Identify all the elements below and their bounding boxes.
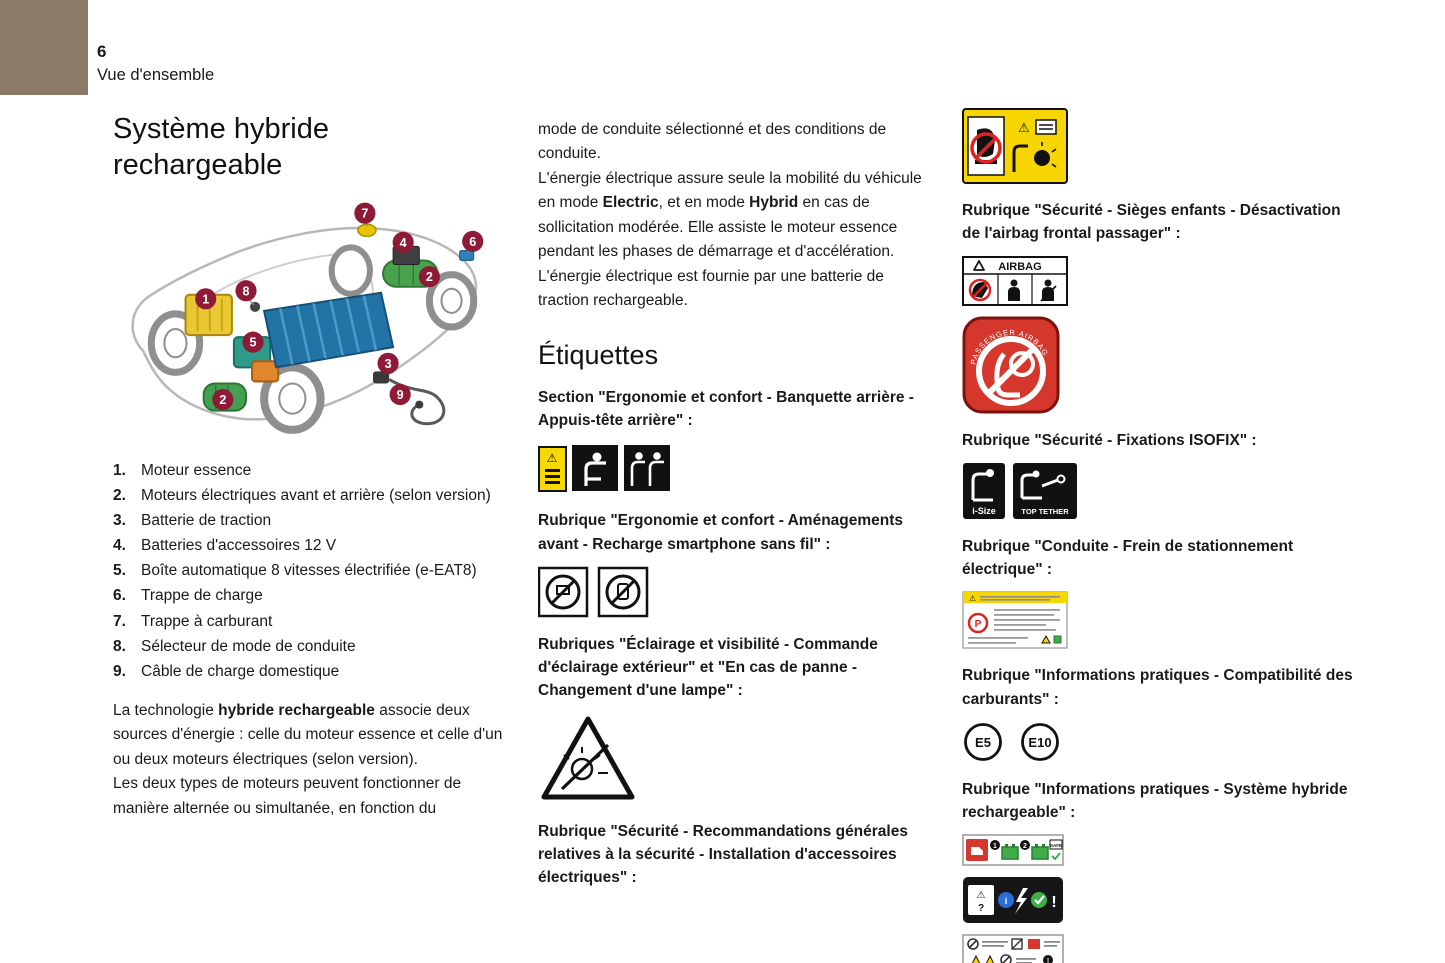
list-item bbox=[113, 609, 515, 634]
auxiliary-block bbox=[252, 361, 278, 381]
item-number: 3. bbox=[113, 512, 126, 530]
svg-text:1: 1 bbox=[202, 292, 210, 307]
fuel-compatibility-icons-row bbox=[962, 721, 1354, 763]
svg-text:1: 1 bbox=[993, 843, 997, 851]
hybrid-label-strip-2-row bbox=[962, 876, 1354, 924]
hybrid-car-cutaway-illustration bbox=[113, 198, 511, 450]
list-item bbox=[113, 634, 515, 659]
svg-text:6: 6 bbox=[469, 234, 477, 249]
text-run: , et en mode bbox=[658, 194, 750, 212]
list-item bbox=[113, 583, 515, 608]
svg-text:7: 7 bbox=[361, 206, 369, 221]
drive-mode-selector bbox=[250, 302, 260, 312]
svg-text:⚠: ⚠ bbox=[1018, 120, 1030, 135]
text-run: La technologie bbox=[113, 701, 219, 719]
rubrique-heading: Rubrique "Ergonomie et confort - Aménagements avant - Recharge smartphone sans fil" : bbox=[538, 512, 904, 553]
passenger-airbag-label-row bbox=[962, 316, 1354, 414]
badge-1 bbox=[195, 288, 216, 309]
svg-text:2: 2 bbox=[425, 270, 433, 285]
svg-text:3: 3 bbox=[384, 356, 392, 371]
paragraph: L'énergie électrique est fournie par une batterie de traction rechargeable. bbox=[538, 267, 884, 310]
text-run: en cas de sollicitation modérée. Elle assiste le moteur essence pendant les phases de démarrage et d'accélération. bbox=[538, 194, 898, 261]
hybrid-battery-safe-label bbox=[962, 834, 1064, 866]
text-run: associe deux sources d'énergie : celle du moteur essence et celle d'un ou deux moteurs électriques (selon version). bbox=[113, 701, 503, 768]
column-middle bbox=[538, 118, 934, 896]
airbag-label-row bbox=[962, 256, 1354, 306]
svg-text:5: 5 bbox=[249, 335, 257, 350]
rubrique-heading: Section "Ergonomie et confort - Banquette arrière - Appuis-tête arrière" : bbox=[538, 388, 914, 430]
page-number: 6 bbox=[97, 42, 107, 61]
list-item bbox=[113, 659, 515, 684]
svg-text:!: ! bbox=[1046, 958, 1050, 963]
svg-text:2: 2 bbox=[219, 393, 227, 408]
list-item bbox=[113, 483, 515, 508]
badge-2-front bbox=[212, 389, 233, 410]
badge-6 bbox=[462, 231, 483, 252]
passenger-airbag-off-label bbox=[962, 316, 1060, 414]
svg-text:⚠: ⚠ bbox=[969, 594, 977, 604]
lamp-warning-icon-row bbox=[538, 713, 934, 805]
text-run: L'énergie électrique assure seule la mobilité du véhicule en mode bbox=[538, 169, 922, 212]
rubrique-heading: Rubrique "Sécurité - Sièges enfants - Désactivation de l'airbag frontal passager" : bbox=[962, 202, 1341, 243]
svg-text:E10: E10 bbox=[1028, 734, 1052, 750]
paragraph bbox=[538, 167, 934, 265]
hybrid-label-strip-3-row bbox=[962, 934, 1354, 963]
isize-top-tether-icons bbox=[962, 462, 1078, 520]
section-heading-etiquettes: Étiquettes bbox=[538, 339, 659, 370]
item-number: 4. bbox=[113, 537, 126, 555]
column-left bbox=[113, 112, 515, 821]
column-right bbox=[962, 106, 1354, 963]
svg-text:2: 2 bbox=[1023, 843, 1027, 851]
no-lamp-triangle-icon bbox=[538, 713, 638, 805]
list-item bbox=[113, 508, 515, 533]
list-item bbox=[113, 533, 515, 558]
svg-text:i-Size: i-Size bbox=[972, 505, 996, 516]
svg-text:?: ? bbox=[977, 903, 985, 915]
list-item bbox=[113, 458, 515, 483]
svg-text:8: 8 bbox=[242, 284, 250, 299]
rubrique-heading: Rubrique "Sécurité - Recommandations générales relatives à la sécurité - Installation d'accessoires électriques" : bbox=[538, 822, 908, 887]
wireless-charge-label-icons bbox=[538, 566, 934, 618]
paragraph: Les deux types de moteurs peuvent fonctionner de manière alternée ou simultanée, en fonction du bbox=[113, 775, 462, 817]
badge-8 bbox=[235, 280, 256, 301]
bold-run: Electric bbox=[602, 194, 659, 212]
item-number: 7. bbox=[113, 612, 126, 630]
svg-text:!: ! bbox=[1051, 894, 1057, 912]
svg-text:P: P bbox=[974, 619, 982, 631]
rubrique-heading: Rubrique "Sécurité - Fixations ISOFIX" : bbox=[962, 431, 1257, 449]
item-text: Trappe à carburant bbox=[141, 612, 273, 630]
item-number: 6. bbox=[113, 587, 126, 605]
rubrique-heading: Rubriques "Éclairage et visibilité - Commande d'éclairage extérieur" et "En cas de panne - Changement d'une lampe" : bbox=[538, 635, 878, 700]
svg-text:i: i bbox=[1004, 896, 1008, 907]
child-seat-warning-label-row bbox=[962, 108, 1354, 184]
list-item bbox=[113, 558, 515, 583]
bold-run: Hybrid bbox=[749, 194, 799, 212]
headrest-label-icons bbox=[538, 442, 934, 494]
svg-text:⚠: ⚠ bbox=[976, 890, 986, 902]
badge-4 bbox=[393, 232, 414, 253]
page-corner-marker bbox=[0, 0, 88, 95]
rear-headrest-warning-icons bbox=[538, 442, 678, 494]
electric-parking-brake-label bbox=[962, 591, 1068, 649]
item-number: 2. bbox=[113, 487, 126, 505]
item-text: Batteries d'accessoires 12 V bbox=[141, 537, 337, 555]
item-text: Moteur essence bbox=[141, 461, 252, 479]
item-number: 9. bbox=[113, 662, 126, 680]
item-text: Boîte automatique 8 vitesses électrifiée (e-EAT8) bbox=[141, 562, 477, 580]
hybrid-system-diagram bbox=[113, 198, 511, 450]
isofix-icons-row bbox=[962, 462, 1354, 520]
svg-text:4: 4 bbox=[399, 235, 407, 250]
item-number: 8. bbox=[113, 637, 126, 655]
child-seat-airbag-warning-label bbox=[962, 108, 1068, 184]
svg-text:E5: E5 bbox=[975, 734, 991, 750]
section-label: Vue d'ensemble bbox=[97, 66, 215, 84]
item-number: 1. bbox=[113, 461, 126, 479]
svg-text:AIRBAG: AIRBAG bbox=[998, 260, 1042, 273]
badge-3 bbox=[377, 353, 398, 374]
item-text: Sélecteur de mode de conduite bbox=[141, 637, 356, 655]
rubrique-heading: Rubrique "Informations pratiques - Système hybride rechargeable" : bbox=[962, 780, 1348, 821]
item-text: Trappe de charge bbox=[141, 587, 263, 605]
intro-paragraphs bbox=[113, 699, 515, 821]
hybrid-label-strip-1-row bbox=[962, 834, 1354, 866]
charge-port bbox=[460, 250, 474, 260]
svg-text:9: 9 bbox=[396, 387, 404, 402]
rubrique-heading: Rubrique "Informations pratiques - Compatibilité des carburants" : bbox=[962, 667, 1353, 708]
hybrid-charging-steps-label bbox=[962, 876, 1064, 924]
item-text: Câble de charge domestique bbox=[141, 662, 340, 680]
paragraph bbox=[113, 699, 515, 772]
no-card-no-phone-icons bbox=[538, 566, 650, 618]
bold-run: hybride rechargeable bbox=[218, 701, 375, 719]
component-list bbox=[113, 458, 515, 684]
e5-e10-fuel-icons bbox=[962, 721, 1078, 763]
parking-brake-label-row bbox=[962, 591, 1354, 649]
item-text: Batterie de traction bbox=[141, 512, 272, 530]
svg-text:SAFE: SAFE bbox=[1049, 843, 1063, 849]
badge-2-rear bbox=[419, 266, 440, 287]
airbag-information-label bbox=[962, 256, 1068, 306]
item-text: Moteurs électriques avant et arrière (selon version) bbox=[141, 487, 491, 505]
paragraph: mode de conduite sélectionné et des conditions de conduite. bbox=[538, 121, 887, 163]
traction-battery-pack bbox=[264, 293, 393, 368]
rubrique-heading: Rubrique "Conduite - Frein de stationnement électrique" : bbox=[962, 537, 1294, 578]
badge-5 bbox=[242, 331, 263, 352]
svg-text:PASSENGER AIRBAG: PASSENGER AIRBAG bbox=[968, 327, 1051, 366]
svg-text:⚠: ⚠ bbox=[546, 451, 558, 466]
svg-text:TOP TETHER: TOP TETHER bbox=[1021, 506, 1069, 516]
item-number: 5. bbox=[113, 562, 126, 580]
badge-7 bbox=[354, 202, 375, 223]
badge-9 bbox=[390, 384, 411, 405]
page-title: Système hybride rechargeable bbox=[113, 113, 329, 181]
hybrid-precautions-label bbox=[962, 934, 1064, 963]
